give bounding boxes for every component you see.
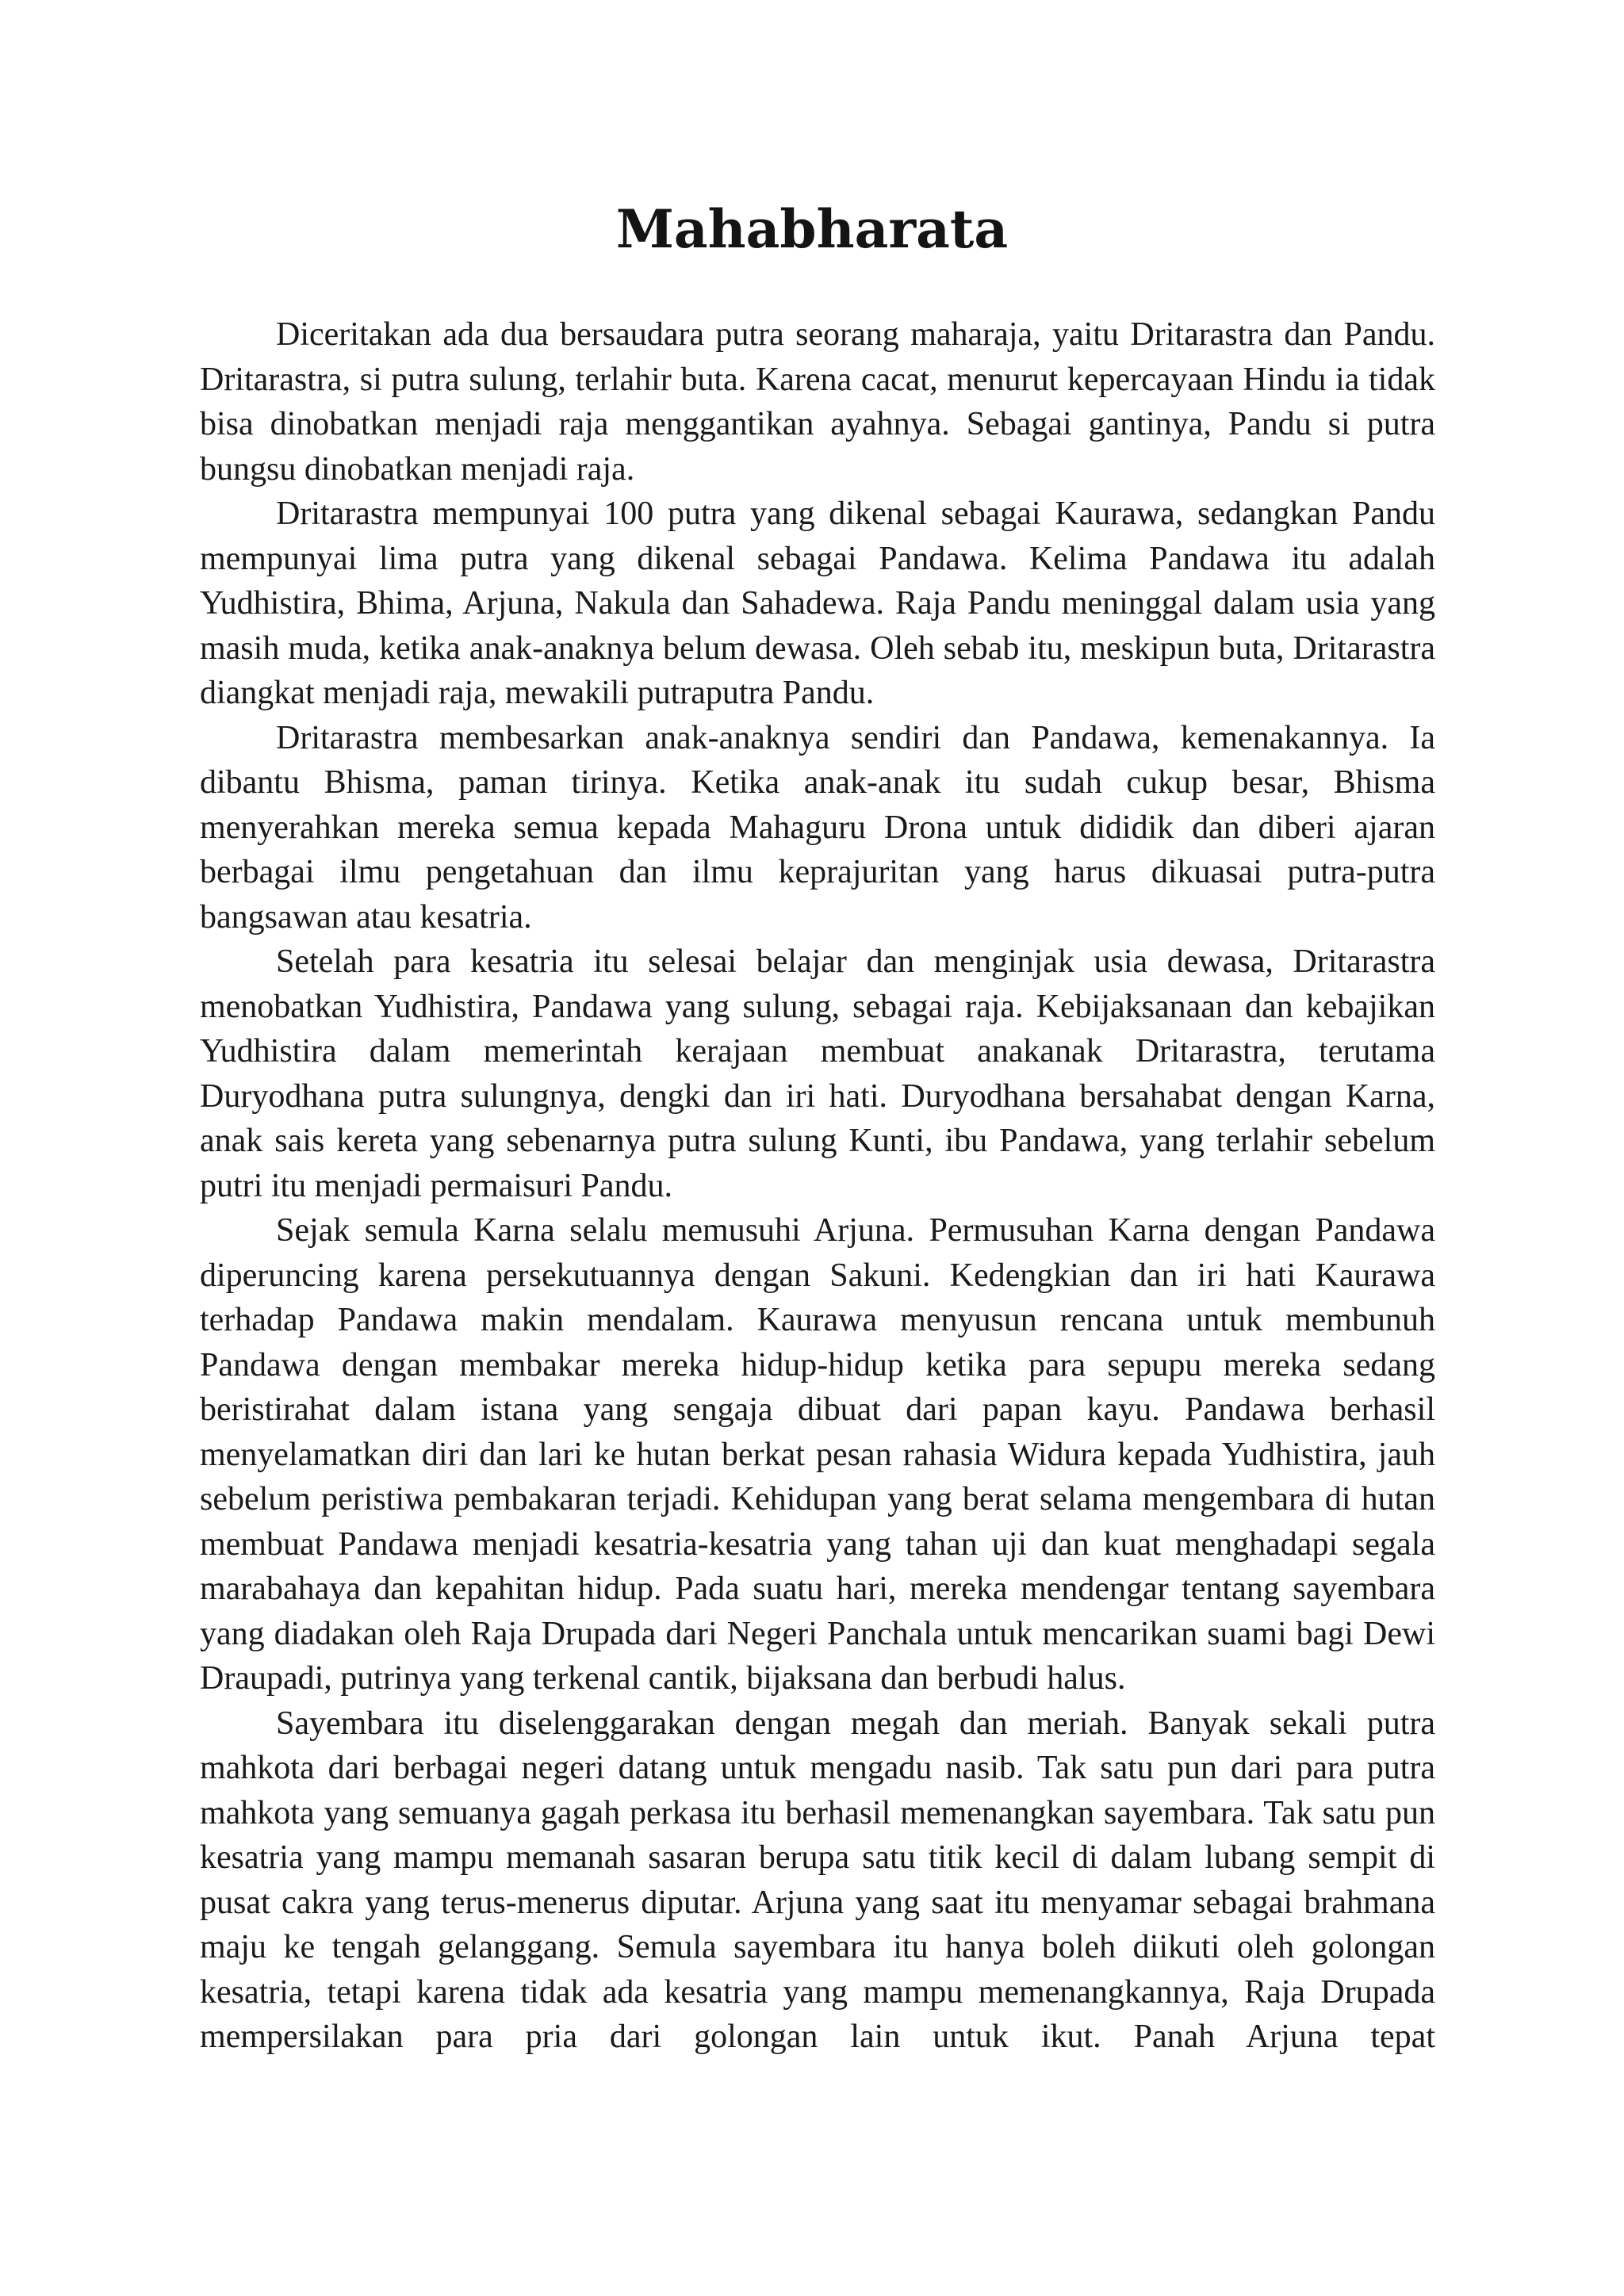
paragraph: Dritarastra mempunyai 100 putra yang dikenal sebagai Kaurawa, sedangkan Pandu mempunyai lima putra yang dikenal sebagai Pandawa. Kelima Pandawa itu adalah Yudhistira, Bhima, Arjuna, Nakula dan Sahadewa. Raja Pandu meninggal dalam usia yang masih muda, ketika anak-anaknya belum dewasa. Oleh sebab itu, meskipun buta, Dritarastra diangkat menjadi raja, mewakili putraputra Pandu. [200, 496, 1435, 711]
paragraph: Dritarastra membesarkan anak-anaknya sendiri dan Pandawa, kemenakannya. Ia dibantu Bhisma, paman tirinya. Ketika anak-anak itu sudah cukup besar, Bhisma menyerahkan mereka semua kepada Mahaguru Drona untuk dididik dan diberi ajaran berbagai ilmu pengetahuan dan ilmu keprajuritan yang harus dikuasai putra-putra bangsawan atau kesatria. [200, 719, 1435, 936]
body-text [200, 312, 1435, 2060]
page-title: Mahabharata [615, 198, 1009, 260]
paragraph: Sejak semula Karna selalu memusuhi Arjuna. Permusuhan Karna dengan Pandawa diperuncing karena persekutuannya dengan Sakuni. Kedengkian dan iri hati Kaurawa terhadap Pandawa makin mendalam. Kaurawa menyusun rencana untuk membunuh Pandawa dengan membakar mereka hidup-hidup ketika para sepupu mereka sedang beristirahat dalam istana yang sengaja dibuat dari papan kayu. Pandawa berhasil menyelamatkan diri dan lari ke hutan berkat pesan rahasia Widura kepada Yudhistira, jauh sebelum peristiwa pembakaran terjadi. Kehidupan yang berat selama mengembara di hutan membuat Pandawa menjadi kesatria-kesatria yang tahan uji dan kuat menghadapi segala marabahaya dan kepahitan hidup. Pada suatu hari, mereka mendengar tentang sayembara yang diadakan oleh Raja Drupada dari Negeri Panchala untuk mencarikan suami bagi Dewi Draupadi, putrinya yang terkenal cantik, bijaksana dan berbudi halus. [200, 1212, 1435, 1697]
paragraph: Diceritakan ada dua bersaudara putra seorang maharaja, yaitu Dritarastra dan Pandu. Dritarastra, si putra sulung, terlahir buta. Karena cacat, menurut kepercayaan Hindu ia tidak bisa dinobatkan menjadi raja menggantikan ayahnya. Sebagai gantinya, Pandu si putra bungsu dinobatkan menjadi raja. [200, 316, 1435, 488]
paragraph: Setelah para kesatria itu selesai belajar dan menginjak usia dewasa, Dritarastra menobatkan Yudhistira, Pandawa yang sulung, sebagai raja. Kebijaksanaan dan kebajikan Yudhistira dalam memerintah kerajaan membuat anakanak Dritarastra, terutama Duryodhana putra sulungnya, dengki dan iri hati. Duryodhana bersahabat dengan Karna, anak sais kereta yang sebenarnya putra sulung Kunti, ibu Pandawa, yang terlahir sebelum putri itu menjadi permaisuri Pandu. [200, 943, 1435, 1204]
paragraph: Sayembara itu diselenggarakan dengan megah dan meriah. Banyak sekali putra mahkota dari berbagai negeri datang untuk mengadu nasib. Tak satu pun dari para putra mahkota yang semuanya gagah perkasa itu berhasil memenangkan sayembara. Tak satu pun kesatria yang mampu memanah sasaran berupa satu titik kecil di dalam lubang sempit di pusat cakra yang terus-menerus diputar. Arjuna yang saat itu menyamar sebagai brahmana maju ke tengah gelanggang. Semula sayembara itu hanya boleh diikuti oleh golongan kesatria, tetapi karena tidak ada kesatria yang mampu memenangkannya, Raja Drupada mempersilakan para pria dari golongan lain untuk ikut. Panah Arjuna tepat [200, 1705, 1435, 2055]
